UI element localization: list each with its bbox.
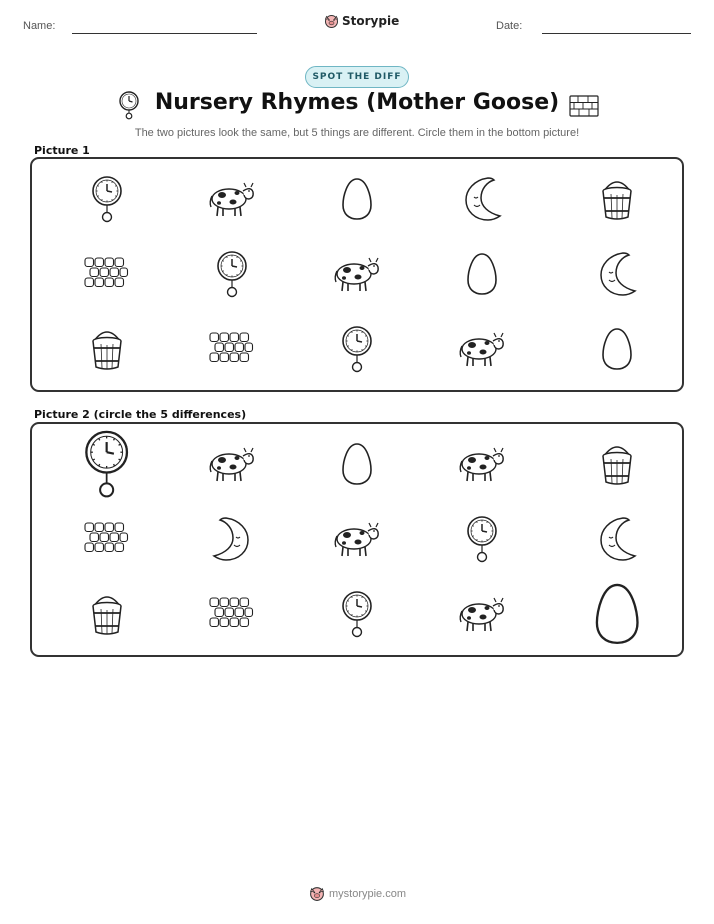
cow-icon xyxy=(207,178,257,225)
clock-icon xyxy=(90,175,124,228)
wall-icon xyxy=(84,257,130,296)
picture-2-panel[interactable] xyxy=(30,422,684,657)
egg-icon[interactable] xyxy=(594,582,640,651)
name-label: Name: xyxy=(23,20,56,32)
name-line[interactable] xyxy=(72,33,257,34)
picture-1-label: Picture 1 xyxy=(34,144,90,157)
clock-icon[interactable] xyxy=(82,429,131,504)
date-label: Date: xyxy=(496,20,523,32)
footer-url: mystorypie.com xyxy=(329,887,407,900)
egg-icon xyxy=(601,327,633,376)
egg-icon[interactable] xyxy=(341,442,373,491)
bucket-icon[interactable] xyxy=(599,442,635,491)
instructions: The two pictures look the same, but 5 things are different. Circle them in the bottom picture! xyxy=(134,127,580,139)
clock-icon xyxy=(340,325,374,378)
egg-icon xyxy=(341,177,373,226)
date-line[interactable] xyxy=(542,33,691,34)
clock-icon[interactable] xyxy=(465,515,499,568)
moon-icon xyxy=(595,250,639,303)
picture-1-panel xyxy=(30,157,684,392)
cow-icon[interactable] xyxy=(457,593,507,640)
page-title: Nursery Rhymes (Mother Goose) xyxy=(154,90,560,115)
moon-icon[interactable] xyxy=(595,515,639,568)
clock-icon xyxy=(215,250,249,303)
bucket-icon xyxy=(89,327,125,376)
cow-icon xyxy=(457,328,507,375)
picture-2-label: Picture 2 (circle the 5 differences) xyxy=(34,408,247,421)
wall-icon[interactable] xyxy=(84,522,130,561)
bucket-icon[interactable] xyxy=(89,592,125,641)
cow-icon[interactable] xyxy=(332,518,382,565)
pig-mascot-icon xyxy=(309,885,325,902)
moon-icon[interactable] xyxy=(210,515,254,568)
footer xyxy=(309,885,406,902)
cow-icon[interactable] xyxy=(457,443,507,490)
wall-icon xyxy=(569,95,599,122)
wall-icon[interactable] xyxy=(209,597,255,636)
cow-icon[interactable] xyxy=(207,443,257,490)
pig-mascot-icon xyxy=(324,13,339,29)
wall-icon xyxy=(209,332,255,371)
cow-icon xyxy=(332,253,382,300)
clock-icon[interactable] xyxy=(340,590,374,643)
egg-icon xyxy=(466,252,498,301)
spot-the-diff-badge: SPOT THE DIFF xyxy=(305,66,409,88)
brand-name: Storypie xyxy=(342,14,400,28)
moon-icon xyxy=(460,175,504,228)
brand-logo xyxy=(324,13,399,29)
bucket-icon xyxy=(599,177,635,226)
